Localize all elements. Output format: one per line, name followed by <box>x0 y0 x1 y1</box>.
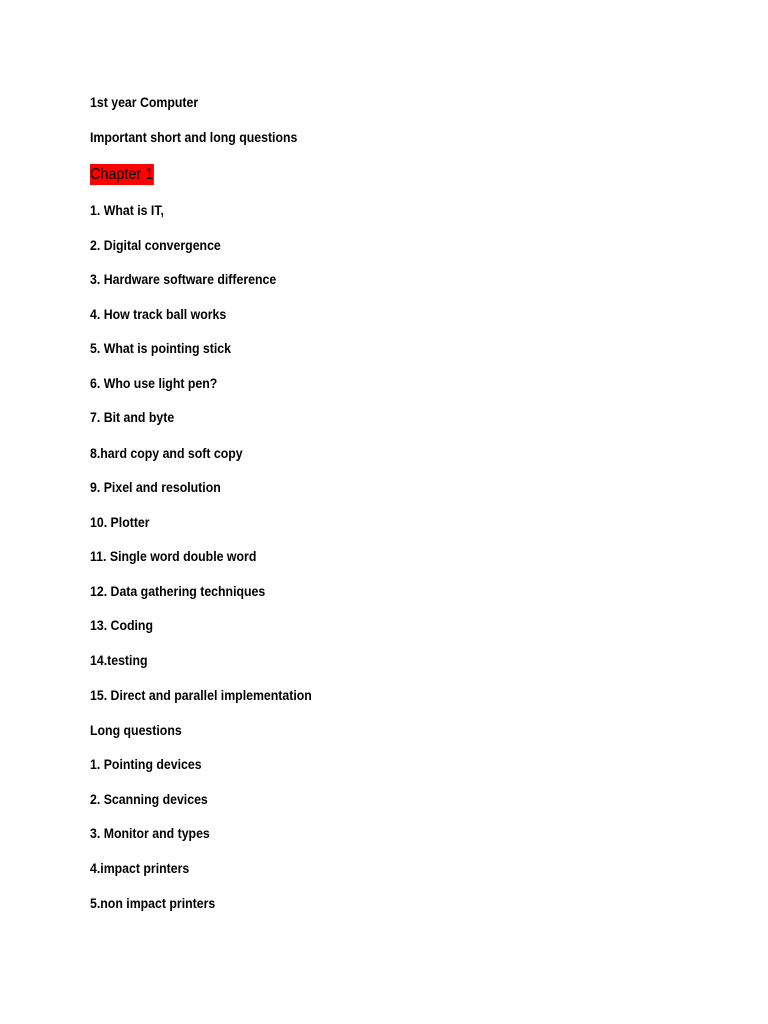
short-question-9: 9. Pixel and resolution <box>90 479 221 495</box>
short-question-12: 12. Data gathering techniques <box>90 583 266 599</box>
short-question-13: 13. Coding <box>90 617 153 633</box>
short-question-10: 10. Plotter <box>90 514 150 530</box>
short-question-15: 15. Direct and parallel implementation <box>90 687 312 703</box>
long-question-5: 5.non impact printers <box>90 895 216 911</box>
short-question-7: 7. Bit and byte <box>90 409 175 425</box>
document-subtitle: Important short and long questions <box>90 129 298 145</box>
short-question-8: 8.hard copy and soft copy <box>90 445 243 461</box>
long-questions-heading: Long questions <box>90 722 182 738</box>
long-question-2: 2. Scanning devices <box>90 791 208 807</box>
short-question-5: 5. What is pointing stick <box>90 340 232 356</box>
short-question-1: 1. What is IT, <box>90 202 164 218</box>
short-question-3: 3. Hardware software difference <box>90 271 277 287</box>
long-question-4: 4.impact printers <box>90 860 190 876</box>
short-question-4: 4. How track ball works <box>90 306 227 322</box>
long-question-1: 1. Pointing devices <box>90 756 202 772</box>
short-question-6: 6. Who use light pen? <box>90 375 218 391</box>
short-question-11: 11. Single word double word <box>90 548 257 564</box>
chapter-heading: Chapter 1 <box>90 166 154 183</box>
short-question-2: 2. Digital convergence <box>90 237 221 253</box>
long-question-3: 3. Monitor and types <box>90 825 210 841</box>
document-title: 1st year Computer <box>90 94 199 110</box>
short-question-14: 14.testing <box>90 652 148 668</box>
